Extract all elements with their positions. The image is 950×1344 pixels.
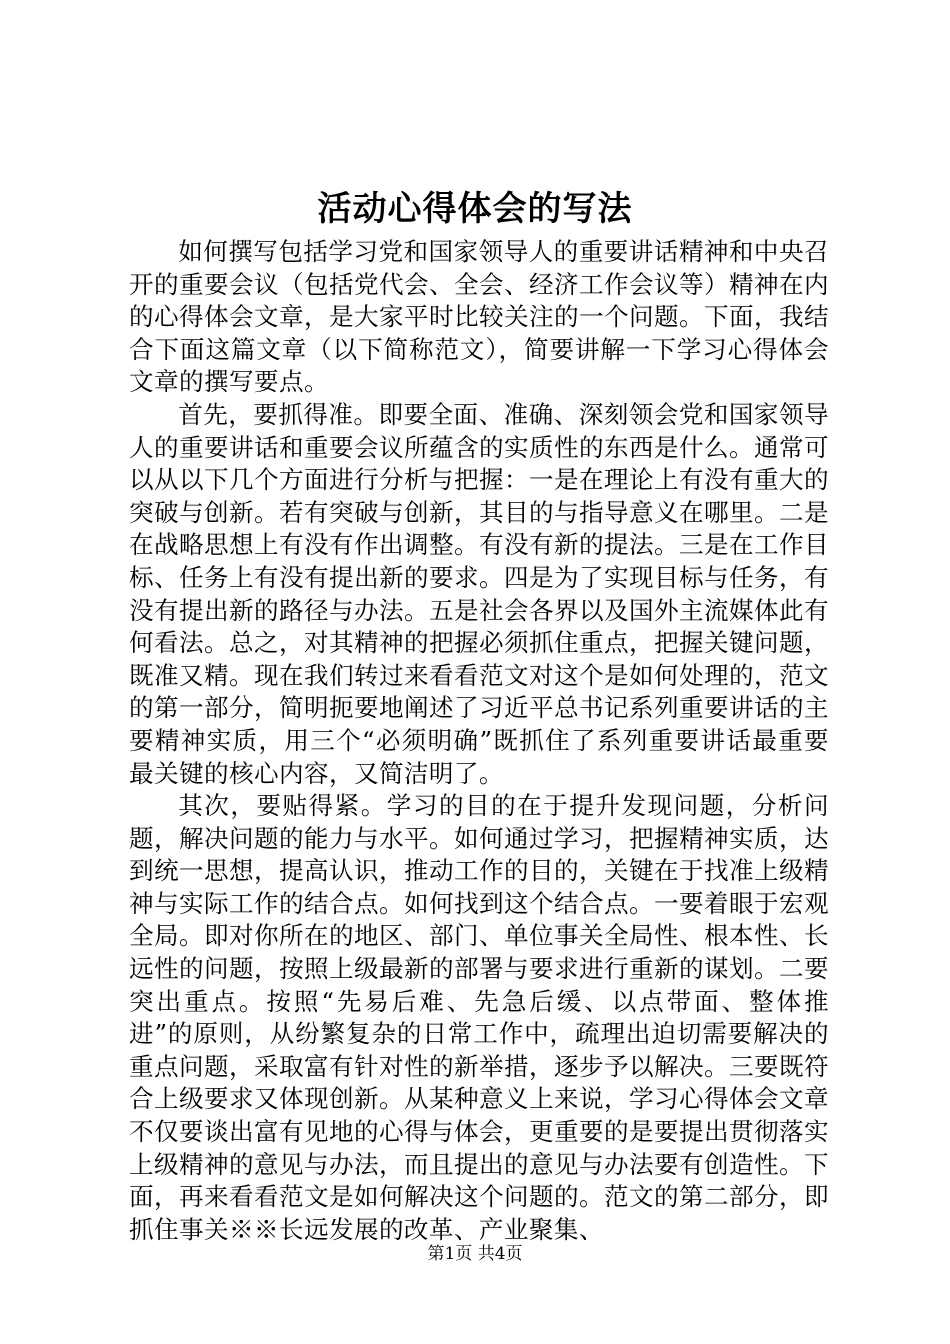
paragraph-second-point: 其次，要贴得紧。学习的目的在于提升发现问题，分析问题，解决问题的能力与水平。如何通过学习，把握精神实质，达到统一思想，提高认识，推动工作的目的，关键在于找准上级精神与实际工作的结合点。如何找到这个结合点。一要着眼于宏观全局。即对你所在的地区、部门、单位事关全局性、根本性、长远性的问题，按照上级最新的部署与要求进行重新的谋划。二要突出重点。按照“先易后难、先急后缓、以点带面、整体推进”的原则，从纷繁复杂的日常工作中，疏理出迫切需要解决的重点问题，采取富有针对性的新举措，逐步予以解决。三要既符合上级要求又体现创新。从某种意义上来说，学习心得体会文章不仅要谈出富有见地的心得与体会，更重要的是要提出贯彻落实上级精神的意见与办法，而且提出的意见与办法要有创造性。下面，再来看看范文是如何解决这个问题的。范文的第二部分，即抓住事关※※长远发展的改革、产业聚集、 [129,791,829,1244]
paragraph-intro: 如何撰写包括学习党和国家领导人的重要讲话精神和中央召开的重要会议（包括党代会、全会、经济工作会议等）精神在内的心得体会文章，是大家平时比较关注的一个问题。下面，我结合下面这篇文章（以下简称范文），简要讲解一下学习心得体会文章的撰写要点。 [129,237,829,397]
document-title: 活动心得体会的写法 [317,189,633,229]
page-number-footer: 第1页 共4页 [427,1244,523,1264]
paragraph-first-point: 首先，要抓得准。即要全面、准确、深刻领会党和国家领导人的重要讲话和重要会议所蕴含的实质性的东西是什么。通常可以从以下几个方面进行分析与把握：一是在理论上有没有重大的突破与创新。若有突破与创新，其目的与指导意义在哪里。二是在战略思想上有没有作出调整。有没有新的提法。三是在工作目标、任务上有没有提出新的要求。四是为了实现目标与任务，有没有提出新的路径与办法。五是社会各界以及国外主流媒体此有何看法。总之，对其精神的把握必须抓住重点，把握关键问题，既准又精。现在我们转过来看看范文对这个是如何处理的，范文的第一部分，简明扼要地阐述了习近平总书记系列重要讲话的主要精神实质，用三个“必须明确”既抓住了系列重要讲话最重要最关键的核心内容，又简洁明了。 [129,399,829,788]
document-body [129,236,829,1246]
